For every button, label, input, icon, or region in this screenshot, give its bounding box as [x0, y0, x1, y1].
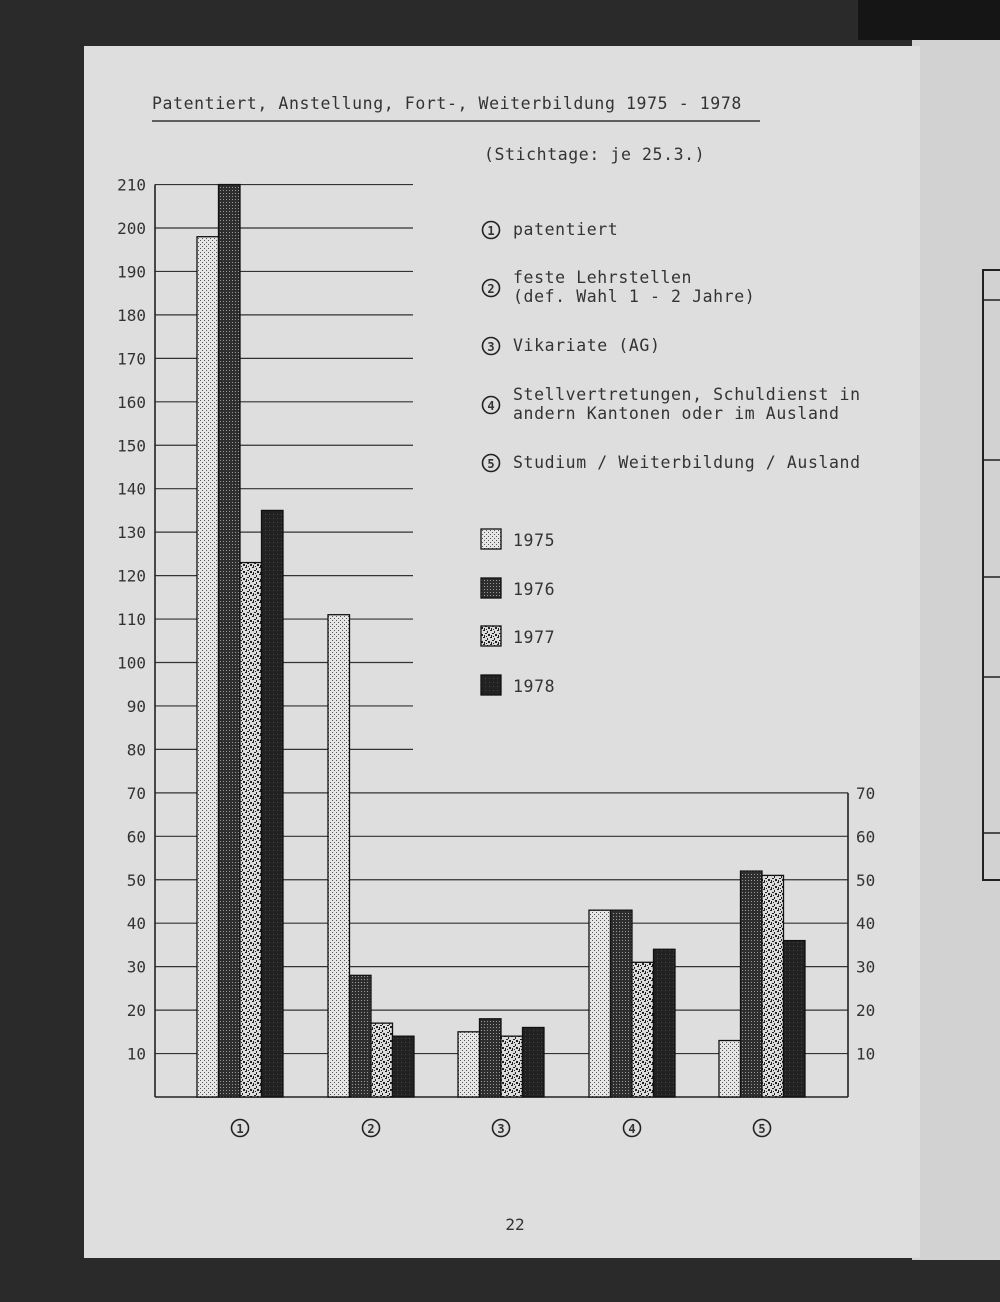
y-tick-label: 30	[126, 957, 146, 977]
y-tick-label: 100	[117, 653, 146, 673]
y-tick-label: 140	[117, 479, 146, 499]
y-tick-label: 20	[126, 1001, 146, 1021]
bar	[350, 975, 372, 1097]
legend-category-label: Studium / Weiterbildung / Ausland	[513, 453, 861, 472]
legend-category-label: feste Lehrstellen	[513, 268, 693, 287]
y-tick-label-right: 60	[856, 827, 876, 847]
x-tick-label: 2	[367, 1122, 375, 1136]
bar	[501, 1036, 523, 1097]
legend-category-item	[483, 453, 861, 472]
legend-category-label: patentiert	[513, 220, 619, 239]
y-tick-label-right: 10	[856, 1044, 876, 1064]
facing-page	[912, 40, 1000, 1260]
legend-category-label: andern Kantonen oder im Ausland	[513, 404, 840, 423]
legend-category-number: 2	[487, 282, 495, 296]
legend-year-item	[481, 578, 555, 599]
legend-year-item	[481, 529, 555, 550]
legend-year-item	[481, 626, 555, 647]
legend-year-item	[481, 675, 555, 696]
page-title: Patentiert, Anstellung, Fort-, Weiterbildung 1975 - 1978	[152, 94, 742, 113]
y-tick-label: 170	[117, 349, 146, 369]
legend-category-label: Vikariate (AG)	[513, 336, 661, 355]
bar	[371, 1023, 393, 1097]
bar	[523, 1027, 545, 1097]
y-tick-label: 130	[117, 523, 146, 543]
bar	[197, 237, 219, 1097]
legend-swatch	[481, 529, 501, 549]
legend-category-number: 3	[487, 340, 495, 354]
legend-swatch	[481, 626, 501, 646]
legend-category-number: 5	[487, 457, 495, 471]
y-tick-label: 70	[126, 783, 146, 803]
legend-category-number: 1	[487, 224, 495, 238]
y-tick-label-right: 70	[856, 783, 876, 803]
legend-swatch	[481, 578, 501, 598]
legend-swatch	[481, 675, 501, 695]
chart-subtitle: (Stichtage: je 25.3.)	[484, 145, 706, 164]
legend-category-label: (def. Wahl 1 - 2 Jahre)	[513, 287, 756, 306]
bar	[589, 910, 611, 1097]
y-tick-label-right: 20	[856, 1001, 876, 1021]
y-tick-label: 180	[117, 305, 146, 325]
y-tick-label: 110	[117, 610, 146, 630]
legend-year-label: 1978	[513, 677, 556, 696]
y-tick-label: 80	[126, 740, 146, 760]
x-tick-label: 5	[758, 1122, 766, 1136]
legend-year-label: 1976	[513, 580, 556, 599]
bar	[762, 875, 784, 1097]
bar	[328, 615, 350, 1097]
y-tick-label: 120	[117, 566, 146, 586]
bar	[611, 910, 633, 1097]
bar	[219, 185, 241, 1097]
bar	[741, 871, 763, 1097]
y-tick-label-right: 50	[856, 870, 876, 890]
bar	[240, 563, 262, 1097]
y-tick-label: 160	[117, 392, 146, 412]
bar	[784, 941, 806, 1097]
bar	[393, 1036, 415, 1097]
y-tick-label: 210	[117, 175, 146, 195]
y-tick-label-right: 30	[856, 957, 876, 977]
bar	[654, 949, 676, 1097]
facing-page-top-edge	[858, 0, 1000, 40]
legend-category-number: 4	[487, 399, 495, 413]
legend-year-label: 1977	[513, 628, 556, 647]
x-tick-label: 4	[628, 1122, 636, 1136]
y-tick-label: 40	[126, 914, 146, 934]
legend-year-label: 1975	[513, 531, 556, 550]
legend-category-item	[483, 385, 861, 423]
bar	[719, 1041, 741, 1097]
y-tick-label: 10	[126, 1044, 146, 1064]
bar	[480, 1019, 502, 1097]
y-tick-label: 200	[117, 219, 146, 238]
x-tick-label: 3	[497, 1122, 505, 1136]
y-tick-label: 60	[126, 827, 146, 847]
y-tick-label: 190	[117, 262, 146, 282]
y-tick-label: 90	[126, 696, 146, 716]
y-tick-label-right: 40	[856, 914, 876, 934]
x-tick-label: 1	[236, 1122, 244, 1136]
bar	[458, 1032, 480, 1097]
bar	[632, 962, 654, 1097]
page-number: 22	[505, 1215, 525, 1234]
y-tick-label: 50	[126, 870, 146, 890]
bar	[262, 510, 284, 1097]
legend-category-label: Stellvertretungen, Schuldienst in	[513, 385, 861, 404]
y-tick-label: 150	[117, 436, 146, 456]
